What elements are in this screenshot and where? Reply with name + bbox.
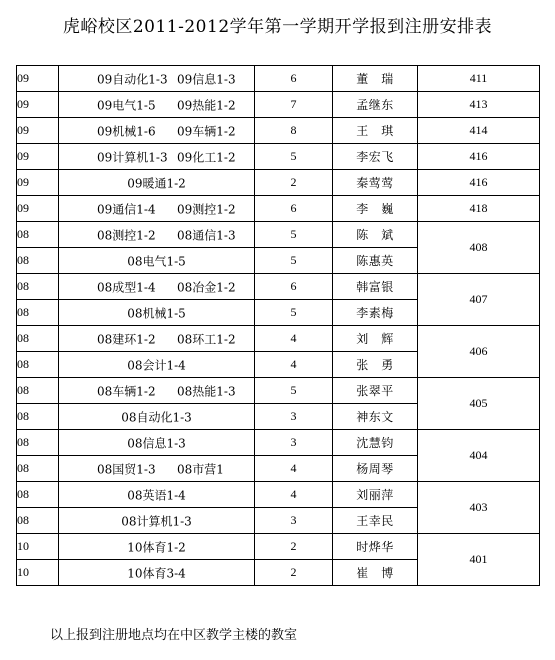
class-name: 08会计1-4: [127, 358, 186, 372]
staff-name-cell: 张翠平: [333, 378, 418, 404]
class-list: [59, 222, 254, 247]
staff-name-cell: 秦莺莺: [333, 170, 418, 196]
grade-cell: 08: [17, 300, 59, 326]
grade-cell: 09: [17, 118, 59, 144]
grade-cell: 08: [17, 378, 59, 404]
class-cell: [59, 170, 255, 196]
room-cell: 414: [418, 118, 540, 144]
class-list: [59, 66, 254, 91]
class-cell: [59, 482, 255, 508]
class-list: [59, 430, 254, 455]
class-cell: [59, 300, 255, 326]
class-name: 09机械1-6: [97, 124, 156, 138]
staff-name-cell: 张 勇: [333, 352, 418, 378]
count-cell: 7: [255, 92, 333, 118]
class-list: [59, 300, 254, 325]
grade-cell: 08: [17, 508, 59, 534]
count-cell: 3: [255, 508, 333, 534]
class-cell: [59, 196, 255, 222]
registration-table: [16, 65, 540, 586]
class-name: 08机械1-5: [127, 306, 186, 320]
count-cell: 5: [255, 378, 333, 404]
class-cell: [59, 560, 255, 586]
staff-name-cell: 王幸民: [333, 508, 418, 534]
room-cell: 416: [418, 170, 540, 196]
table-row: [17, 222, 540, 248]
grade-cell: 08: [17, 352, 59, 378]
room-cell: 401: [418, 534, 540, 586]
class-name: 09车辆1-2: [177, 124, 236, 138]
class-name: 10体育3-4: [127, 566, 186, 580]
class-list: [59, 274, 254, 299]
class-name: 08测控1-2: [97, 228, 156, 242]
table-row: [17, 430, 540, 456]
class-cell: [59, 456, 255, 482]
table-row: [17, 92, 540, 118]
class-cell: [59, 430, 255, 456]
grade-cell: 08: [17, 404, 59, 430]
staff-name-cell: 李 巍: [333, 196, 418, 222]
room-cell: 404: [418, 430, 540, 482]
class-list: [59, 170, 254, 195]
class-cell: [59, 92, 255, 118]
count-cell: 4: [255, 352, 333, 378]
class-cell: [59, 378, 255, 404]
grade-cell: 08: [17, 326, 59, 352]
class-name: 08电气1-5: [127, 254, 186, 268]
count-cell: 8: [255, 118, 333, 144]
class-list: [59, 508, 254, 533]
class-list: [59, 326, 254, 351]
class-name: 08成型1-4: [97, 280, 156, 294]
grade-cell: 09: [17, 196, 59, 222]
table-row: [17, 66, 540, 92]
class-name: 08信息1-3: [127, 436, 186, 450]
class-cell: [59, 222, 255, 248]
count-cell: 4: [255, 326, 333, 352]
class-name: 09电气1-5: [97, 98, 156, 112]
class-name: 08环工1-2: [177, 332, 236, 346]
count-cell: 5: [255, 300, 333, 326]
staff-name-cell: 刘 辉: [333, 326, 418, 352]
grade-cell: 09: [17, 144, 59, 170]
table-row: [17, 274, 540, 300]
class-cell: [59, 118, 255, 144]
staff-name-cell: 李素梅: [333, 300, 418, 326]
count-cell: 3: [255, 430, 333, 456]
grade-cell: 08: [17, 274, 59, 300]
room-cell: 406: [418, 326, 540, 378]
table-row: [17, 196, 540, 222]
staff-name-cell: 神东文: [333, 404, 418, 430]
class-name: 08热能1-3: [177, 384, 236, 398]
staff-name-cell: 刘丽萍: [333, 482, 418, 508]
class-list: [59, 196, 254, 221]
grade-cell: 08: [17, 482, 59, 508]
class-name: 09计算机1-3: [97, 150, 168, 164]
class-cell: [59, 352, 255, 378]
class-list: [59, 456, 254, 481]
staff-name-cell: 王 琪: [333, 118, 418, 144]
class-list: [59, 534, 254, 559]
staff-name-cell: 沈慧钧: [333, 430, 418, 456]
class-cell: [59, 326, 255, 352]
count-cell: 2: [255, 170, 333, 196]
room-cell: 411: [418, 66, 540, 92]
table-row: [17, 482, 540, 508]
class-list: [59, 378, 254, 403]
staff-name-cell: 陈 斌: [333, 222, 418, 248]
class-cell: [59, 274, 255, 300]
room-cell: 405: [418, 378, 540, 430]
class-name: 09测控1-2: [177, 202, 236, 216]
table-row: [17, 170, 540, 196]
table-row: [17, 326, 540, 352]
class-cell: [59, 508, 255, 534]
count-cell: 6: [255, 66, 333, 92]
class-name: 08英语1-4: [127, 488, 186, 502]
staff-name-cell: 时烨华: [333, 534, 418, 560]
class-list: [59, 482, 254, 507]
class-name: 08车辆1-2: [97, 384, 156, 398]
count-cell: 3: [255, 404, 333, 430]
staff-name-cell: 韩富银: [333, 274, 418, 300]
room-cell: 407: [418, 274, 540, 326]
grade-cell: 09: [17, 170, 59, 196]
table-row: [17, 534, 540, 560]
class-list: [59, 118, 254, 143]
grade-cell: 09: [17, 92, 59, 118]
class-name: 10体育1-2: [127, 540, 186, 554]
staff-name-cell: 董 瑞: [333, 66, 418, 92]
count-cell: 5: [255, 144, 333, 170]
table-row: [17, 144, 540, 170]
class-cell: [59, 66, 255, 92]
room-cell: 403: [418, 482, 540, 534]
count-cell: 4: [255, 482, 333, 508]
table-body: [17, 66, 540, 586]
class-name: 08国贸1-3: [97, 462, 156, 476]
class-cell: [59, 144, 255, 170]
staff-name-cell: 陈惠英: [333, 248, 418, 274]
class-list: [59, 352, 254, 377]
staff-name-cell: 崔 博: [333, 560, 418, 586]
count-cell: 2: [255, 534, 333, 560]
class-name: 08自动化1-3: [121, 410, 192, 424]
grade-cell: 08: [17, 430, 59, 456]
class-list: [59, 404, 254, 429]
grade-cell: 10: [17, 534, 59, 560]
room-cell: 408: [418, 222, 540, 274]
count-cell: 6: [255, 196, 333, 222]
count-cell: 4: [255, 456, 333, 482]
class-cell: [59, 248, 255, 274]
class-name: 09暖通1-2: [127, 176, 186, 190]
class-list: [59, 92, 254, 117]
footer-note: 以上报到注册地点均在中区教学主楼的教室: [50, 628, 298, 643]
table-row: [17, 118, 540, 144]
room-cell: 416: [418, 144, 540, 170]
class-name: 09热能1-2: [177, 98, 236, 112]
grade-cell: 09: [17, 66, 59, 92]
page-title: 虎峪校区2011-2012学年第一学期开学报到注册安排表: [62, 17, 493, 37]
count-cell: 2: [255, 560, 333, 586]
class-name: 09信息1-3: [177, 72, 236, 86]
class-list: [59, 248, 254, 273]
class-name: 09化工1-2: [177, 150, 236, 164]
grade-cell: 08: [17, 248, 59, 274]
class-name: 08通信1-3: [177, 228, 236, 242]
staff-name-cell: 孟继东: [333, 92, 418, 118]
class-name: 09自动化1-3: [97, 72, 168, 86]
count-cell: 5: [255, 222, 333, 248]
class-name: 09通信1-4: [97, 202, 156, 216]
grade-cell: 08: [17, 456, 59, 482]
table-row: [17, 378, 540, 404]
count-cell: 5: [255, 248, 333, 274]
staff-name-cell: 李宏飞: [333, 144, 418, 170]
class-cell: [59, 404, 255, 430]
class-name: 08建环1-2: [97, 332, 156, 346]
class-name: 08计算机1-3: [121, 514, 192, 528]
room-cell: 413: [418, 92, 540, 118]
count-cell: 6: [255, 274, 333, 300]
class-name: 08冶金1-2: [177, 280, 236, 294]
class-cell: [59, 534, 255, 560]
grade-cell: 08: [17, 222, 59, 248]
room-cell: 418: [418, 196, 540, 222]
class-list: [59, 144, 254, 169]
grade-cell: 10: [17, 560, 59, 586]
class-list: [59, 560, 254, 585]
class-name: 08市营1: [177, 462, 224, 476]
staff-name-cell: 杨周琴: [333, 456, 418, 482]
